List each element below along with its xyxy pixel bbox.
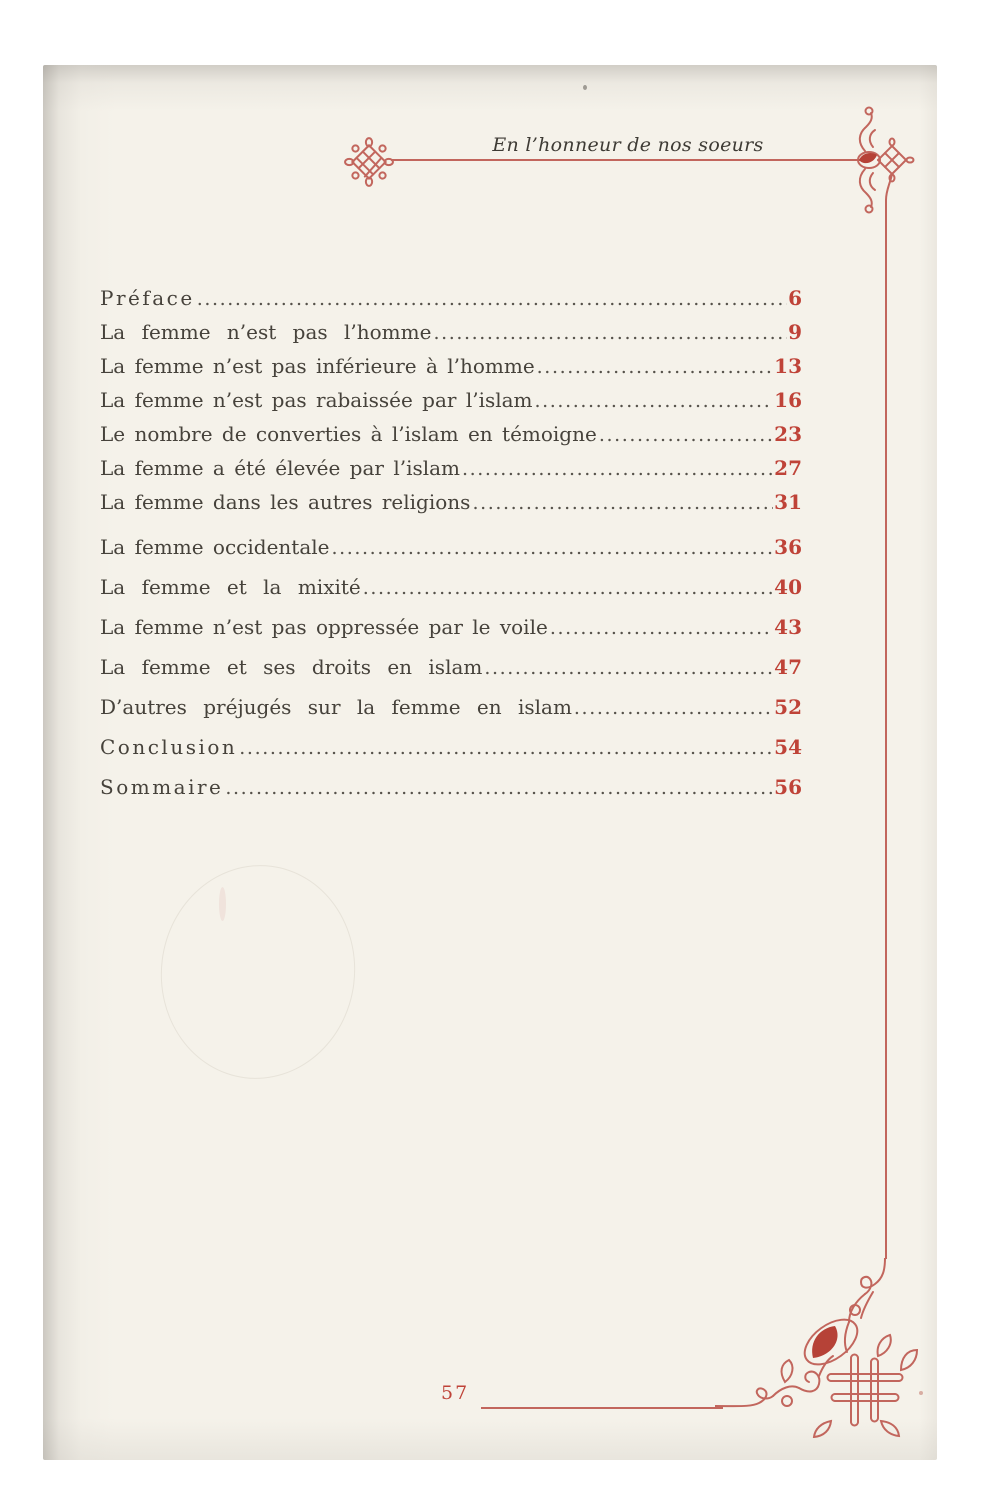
toc-entry-page-number: 31 <box>774 490 802 514</box>
toc-entry <box>100 349 802 383</box>
dot-leader <box>599 418 773 452</box>
header-knot-left-ornament-icon <box>343 136 395 188</box>
dot-leader <box>574 688 773 728</box>
page-number: 57 <box>441 1382 470 1404</box>
toc-entry <box>100 687 802 727</box>
toc-entry-page-number: 27 <box>774 456 802 480</box>
dot-leader <box>239 728 773 768</box>
toc-entry <box>100 527 802 567</box>
toc-entry-page-number: 23 <box>774 422 802 446</box>
dot-leader <box>537 350 773 384</box>
table-of-contents <box>100 281 802 807</box>
toc-entry-title: La femme dans les autres religions <box>100 490 471 514</box>
dot-leader <box>472 486 773 520</box>
running-header-title: En l’honneur de nos soeurs <box>492 134 764 156</box>
footer-corner-ornament-icon <box>715 1258 925 1438</box>
toc-entry-title: La femme n’est pas inférieure à l’homme <box>100 354 535 378</box>
toc-entry-page-number: 16 <box>774 388 802 412</box>
toc-entry-title: La femme et la mixité <box>100 575 361 599</box>
toc-entry-page-number: 54 <box>774 735 802 759</box>
toc-entry-page-number: 43 <box>774 615 802 639</box>
dot-leader <box>433 316 787 350</box>
toc-entry <box>100 417 802 451</box>
dot-leader <box>225 768 773 808</box>
toc-entry-title: La femme n’est pas rabaissée par l’islam <box>100 388 533 412</box>
dot-leader <box>535 384 774 418</box>
scan-ring-artifact <box>149 854 368 1090</box>
toc-entry-title: La femme n’est pas l’homme <box>100 320 432 344</box>
toc-entry <box>100 383 802 417</box>
toc-entry-title: Préface <box>100 286 195 310</box>
toc-entry-page-number: 56 <box>774 775 802 799</box>
book-page <box>43 65 937 1460</box>
scan-smudge <box>219 887 226 921</box>
toc-entry <box>100 767 802 807</box>
toc-entry-title: D’autres préjugés sur la femme en islam <box>100 695 572 719</box>
toc-entry-page-number: 52 <box>774 695 802 719</box>
toc-entry-page-number: 36 <box>774 535 802 559</box>
scan-speck <box>583 85 587 90</box>
toc-entry-title: Le nombre de converties à l’islam en témoigne <box>100 422 597 446</box>
toc-entry-page-number: 13 <box>774 354 802 378</box>
toc-entry-page-number: 40 <box>774 575 802 599</box>
dot-leader <box>363 568 773 608</box>
toc-entry <box>100 567 802 607</box>
toc-entry-title: La femme et ses droits en islam <box>100 655 483 679</box>
header-rule <box>391 159 858 161</box>
toc-entry-title: La femme a été élevée par l’islam <box>100 456 461 480</box>
toc-entry-page-number: 6 <box>788 286 802 310</box>
dot-leader <box>197 282 787 316</box>
toc-entry <box>100 485 802 519</box>
toc-entry-title: Conclusion <box>100 735 238 759</box>
dot-leader <box>462 452 773 486</box>
toc-entry-page-number: 9 <box>788 320 802 344</box>
header-corner-right-ornament-icon <box>848 100 928 225</box>
toc-entry-title: La femme occidentale <box>100 535 330 559</box>
dot-leader <box>484 648 773 688</box>
toc-entry <box>100 315 802 349</box>
toc-entry <box>100 451 802 485</box>
footer-rule <box>481 1407 723 1409</box>
toc-entry <box>100 281 802 315</box>
right-border-rule <box>885 223 887 1259</box>
dot-leader <box>550 608 773 648</box>
toc-entry-title: La femme n’est pas oppressée par le voile <box>100 615 548 639</box>
toc-entry <box>100 647 802 687</box>
toc-entry <box>100 607 802 647</box>
toc-entry-title: Sommaire <box>100 775 224 799</box>
dot-leader <box>331 528 773 568</box>
toc-entry <box>100 727 802 767</box>
toc-entry-page-number: 47 <box>774 655 802 679</box>
